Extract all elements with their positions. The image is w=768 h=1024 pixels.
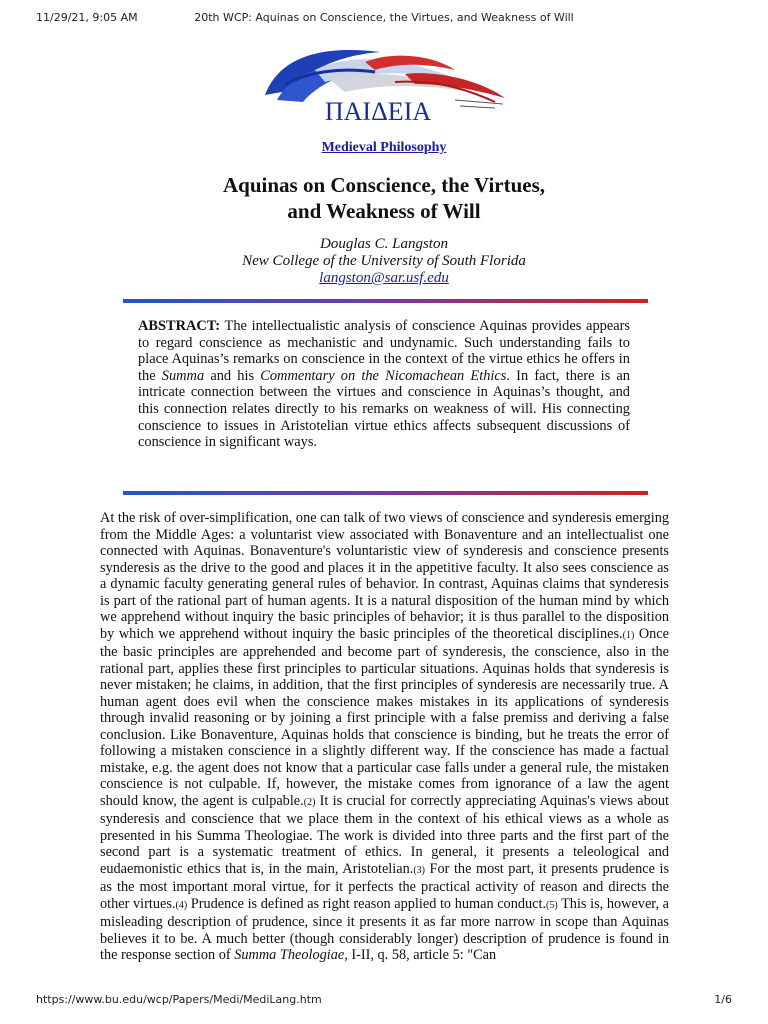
author-block xyxy=(0,236,768,287)
abstract-text-3: . In fact, there is an intricate connection between the virtues and conscience in Aquinas’s thought, and this connection relates directly to his remarks on weakness of will. His connecting conscience to issues in Aristotelian virtue ethics affects subsequent discussions of conscience in significant ways. xyxy=(138,367,630,451)
body-text-1: At the risk of over-simplification, one can talk of two views of conscience and synderesis emerging from the Middle Ages: a voluntarist view associated with Bonaventure and an intellectualist one connected with Aquinas. Bonaventure's voluntaristic view of synderesis and conscience presents synderesis as the drive to the good and places it in the appetitive faculty. It also sees conscience as a dynamic faculty generating general rules of behavior. In contrast, Aquinas claims that synderesis is part of the rational part of human agents. It is a natural disposition of the human mind by which we apprehend without inquiry the basic principles of behavior; it is thus parallel to the disposition by which we apprehend without inquiry the basic principles of the theoretical disciplines. xyxy=(100,510,669,642)
body-text-4: For the most part, it presents prudence is as the most important moral virtue, for it perfects the practical activity of reason and directs the other virtues. xyxy=(100,860,670,912)
abstract xyxy=(138,318,630,451)
footnote-link-1[interactable]: (1) xyxy=(622,629,635,641)
body-text-6: This is, however, a misleading description of prudence, since it presents it as far more narrow in scope than Aquinas believes it to be. A much better (though considerably longer) description of prudence is found in the response section of xyxy=(100,895,670,963)
abstract-text-2: and his xyxy=(204,367,261,384)
footnote-link-3[interactable]: (3) xyxy=(413,864,425,876)
abstract-text-1: The intellectualistic analysis of conscience Aquinas provides appears to regard conscience as mechanistic and undynamic. Such understanding fails to place Aquinas’s remarks on conscience in the context of the virtue ethics he offers in the xyxy=(138,318,630,384)
author-affiliation: New College of the University of South Florida xyxy=(242,253,526,269)
print-datetime: 11/29/21, 9:05 AM xyxy=(36,11,138,24)
body-text-2: Once the basic principles are apprehended and become part of synderesis, the conscience, also in the rational part, applies these first principles to particular situations. Aquinas holds that synderesis is never mistaken; he claims, in addition, that the first principles of synderesis are necessarily true. A human agent does evil when the conscience makes mistakes in its applications of synderesis through invalid reasoning or by joining a first principle with a false premiss and deriving a false conclusion. Like Bonaventure, Aquinas holds that conscience is binding, but he treats the error of following a mistaken conscience in a slightly different way. If the conscience has made a factual mistake, e.g. the agent does not know that a particular case falls under a general rule, the mistaken conscience is not culpable. If, however, the mistake comes from ignorance of a law the agent should know, the agent is culpable. xyxy=(100,625,669,809)
paideia-logo xyxy=(255,40,510,128)
section-link-medieval-philosophy[interactable]: Medieval Philosophy xyxy=(321,140,447,155)
body-text-5: Prudence is defined as right reason applied to human conduct. xyxy=(187,895,547,912)
page-title xyxy=(0,172,768,224)
body-text-7: , I-II, q. 58, article 5: "Can xyxy=(344,947,497,963)
author-email-link[interactable]: langston@sar.usf.edu xyxy=(319,270,449,286)
body-summa-theologiae: Summa Theologiae xyxy=(234,947,345,963)
title-line-1: Aquinas on Conscience, the Virtues, xyxy=(222,173,546,197)
abstract-summa: Summa xyxy=(161,367,205,384)
footnote-link-2[interactable]: (2) xyxy=(303,796,316,808)
print-doc-title: 20th WCP: Aquinas on Conscience, the Virtues, and Weakness of Will xyxy=(194,11,574,24)
author-name: Douglas C. Langston xyxy=(320,236,448,252)
body-text-3: It is crucial for correctly appreciating Aquinas's views about synderesis and conscience that we place them in the context of his ethical views as a whole as presented in his Summa Theologiae. The work is divided into three parts and the first part of the second part is a systematic treatment of ethics. In general, it presents a teleological and eudaemonistic ethics that is, in the main, Aristotelian. xyxy=(100,792,669,877)
abstract-label: ABSTRACT: xyxy=(138,318,221,334)
divider-top xyxy=(123,299,648,303)
footnote-link-4[interactable]: (4) xyxy=(175,899,188,911)
title-line-2: and Weakness of Will xyxy=(287,199,481,223)
print-url: https://www.bu.edu/wcp/Papers/Medi/MediLang.htm xyxy=(36,993,322,1006)
print-header xyxy=(0,11,768,27)
divider-bottom xyxy=(123,491,648,495)
print-page-number: 1/6 xyxy=(714,993,732,1006)
logo-text: ΠΑΙΔΕΙΑ xyxy=(324,97,432,126)
body-paragraph xyxy=(100,510,669,964)
footnote-link-5[interactable]: (5) xyxy=(546,899,558,911)
abstract-commentary: Commentary on the Nicomachean Ethics xyxy=(260,367,507,384)
print-footer xyxy=(0,993,768,1009)
